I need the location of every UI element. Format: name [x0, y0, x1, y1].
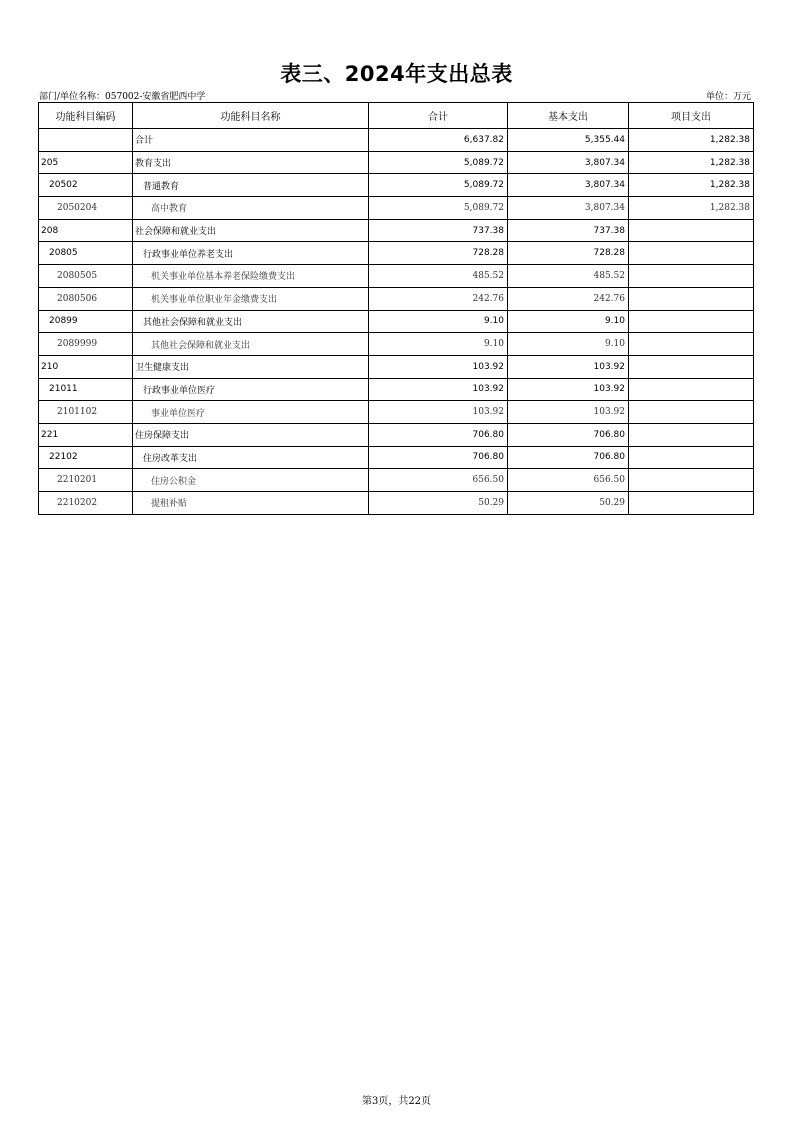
table-row: [39, 492, 754, 515]
project-cell: [629, 265, 754, 288]
table-row: [39, 174, 754, 197]
project-cell: [629, 219, 754, 242]
basic-cell: 3,807.34: [508, 197, 629, 220]
basic-cell: 9.10: [508, 333, 629, 356]
name-cell: 卫生健康支出: [133, 355, 369, 378]
project-cell: [629, 401, 754, 424]
total-cell: 103.92: [369, 401, 508, 424]
table-row: [39, 469, 754, 492]
basic-cell: 485.52: [508, 265, 629, 288]
project-cell: [629, 469, 754, 492]
basic-cell: 103.92: [508, 401, 629, 424]
code-cell: 221: [39, 423, 133, 446]
name-cell: 普通教育: [133, 174, 369, 197]
code-cell: 208: [39, 219, 133, 242]
table-row: [39, 333, 754, 356]
total-cell: 5,089.72: [369, 151, 508, 174]
total-cell: 656.50: [369, 469, 508, 492]
expenditure-table: [38, 102, 754, 515]
page-title: 表三、2024年支出总表: [280, 62, 513, 86]
basic-cell: 103.92: [508, 378, 629, 401]
table-row: [39, 219, 754, 242]
project-cell: [629, 378, 754, 401]
unit-label: 单位：万元: [705, 92, 751, 102]
table-row: [39, 265, 754, 288]
table-row: [39, 355, 754, 378]
name-cell: 行政事业单位养老支出: [133, 242, 369, 265]
total-cell: 103.92: [369, 378, 508, 401]
basic-cell: 728.28: [508, 242, 629, 265]
basic-cell: 706.80: [508, 446, 629, 469]
table-row: [39, 197, 754, 220]
basic-cell: 242.76: [508, 287, 629, 310]
name-cell: 住房保障支出: [133, 423, 369, 446]
basic-cell: 706.80: [508, 423, 629, 446]
project-cell: [629, 242, 754, 265]
column-header-code: 功能科目编码: [39, 103, 133, 129]
column-header-name: 功能科目名称: [133, 103, 369, 129]
table-row: [39, 401, 754, 424]
name-cell: 其他社会保障和就业支出: [133, 333, 369, 356]
total-cell: 50.29: [369, 492, 508, 515]
name-cell: 高中教育: [133, 197, 369, 220]
project-cell: [629, 492, 754, 515]
basic-cell: 737.38: [508, 219, 629, 242]
name-cell: 提租补贴: [133, 492, 369, 515]
basic-cell: 103.92: [508, 355, 629, 378]
column-header-project: 项目支出: [629, 103, 754, 129]
name-cell: 教育支出: [133, 151, 369, 174]
total-cell: 103.92: [369, 355, 508, 378]
table-header-row: [39, 103, 754, 129]
table-row: [39, 151, 754, 174]
total-cell: 728.28: [369, 242, 508, 265]
code-cell: 2210202: [39, 492, 133, 515]
basic-cell: 50.29: [508, 492, 629, 515]
total-cell: 737.38: [369, 219, 508, 242]
total-cell: 242.76: [369, 287, 508, 310]
code-cell: 210: [39, 355, 133, 378]
basic-cell: 3,807.34: [508, 174, 629, 197]
total-cell: 706.80: [369, 446, 508, 469]
name-cell: 事业单位医疗: [133, 401, 369, 424]
basic-cell: 656.50: [508, 469, 629, 492]
code-cell: 20805: [39, 242, 133, 265]
project-cell: 1,282.38: [629, 129, 754, 152]
code-cell: 20502: [39, 174, 133, 197]
basic-cell: 9.10: [508, 310, 629, 333]
name-cell: 机关事业单位基本养老保险缴费支出: [133, 265, 369, 288]
total-cell: 706.80: [369, 423, 508, 446]
column-header-total: 合计: [369, 103, 508, 129]
table-row: [39, 423, 754, 446]
project-cell: [629, 310, 754, 333]
table-body: [39, 129, 754, 515]
project-cell: 1,282.38: [629, 151, 754, 174]
project-cell: 1,282.38: [629, 174, 754, 197]
total-cell: 5,089.72: [369, 174, 508, 197]
name-cell: 住房改革支出: [133, 446, 369, 469]
code-cell: 20899: [39, 310, 133, 333]
project-cell: 1,282.38: [629, 197, 754, 220]
table-row: [39, 446, 754, 469]
table-row: [39, 310, 754, 333]
project-cell: [629, 355, 754, 378]
code-cell: 22102: [39, 446, 133, 469]
total-cell: 9.10: [369, 310, 508, 333]
name-cell: 行政事业单位医疗: [133, 378, 369, 401]
code-cell: 2050204: [39, 197, 133, 220]
project-cell: [629, 287, 754, 310]
code-cell: 2080506: [39, 287, 133, 310]
code-cell: 205: [39, 151, 133, 174]
basic-cell: 3,807.34: [508, 151, 629, 174]
code-cell: 2080505: [39, 265, 133, 288]
basic-cell: 5,355.44: [508, 129, 629, 152]
name-cell: 社会保障和就业支出: [133, 219, 369, 242]
name-cell: 其他社会保障和就业支出: [133, 310, 369, 333]
total-cell: 9.10: [369, 333, 508, 356]
name-cell: 住房公积金: [133, 469, 369, 492]
department-label: 部门/单位名称：057002-安徽省肥西中学: [39, 92, 206, 102]
name-cell: 机关事业单位职业年金缴费支出: [133, 287, 369, 310]
code-cell: 21011: [39, 378, 133, 401]
project-cell: [629, 446, 754, 469]
code-cell: 2210201: [39, 469, 133, 492]
column-header-basic: 基本支出: [508, 103, 629, 129]
table-row: [39, 129, 754, 152]
table-row: [39, 242, 754, 265]
code-cell: 2101102: [39, 401, 133, 424]
name-cell: 合计: [133, 129, 369, 152]
code-cell: [39, 129, 133, 152]
total-cell: 6,637.82: [369, 129, 508, 152]
project-cell: [629, 333, 754, 356]
table-row: [39, 287, 754, 310]
code-cell: 2089999: [39, 333, 133, 356]
total-cell: 5,089.72: [369, 197, 508, 220]
table-row: [39, 378, 754, 401]
total-cell: 485.52: [369, 265, 508, 288]
project-cell: [629, 423, 754, 446]
page-footer: 第3页，共22页: [361, 1096, 432, 1107]
